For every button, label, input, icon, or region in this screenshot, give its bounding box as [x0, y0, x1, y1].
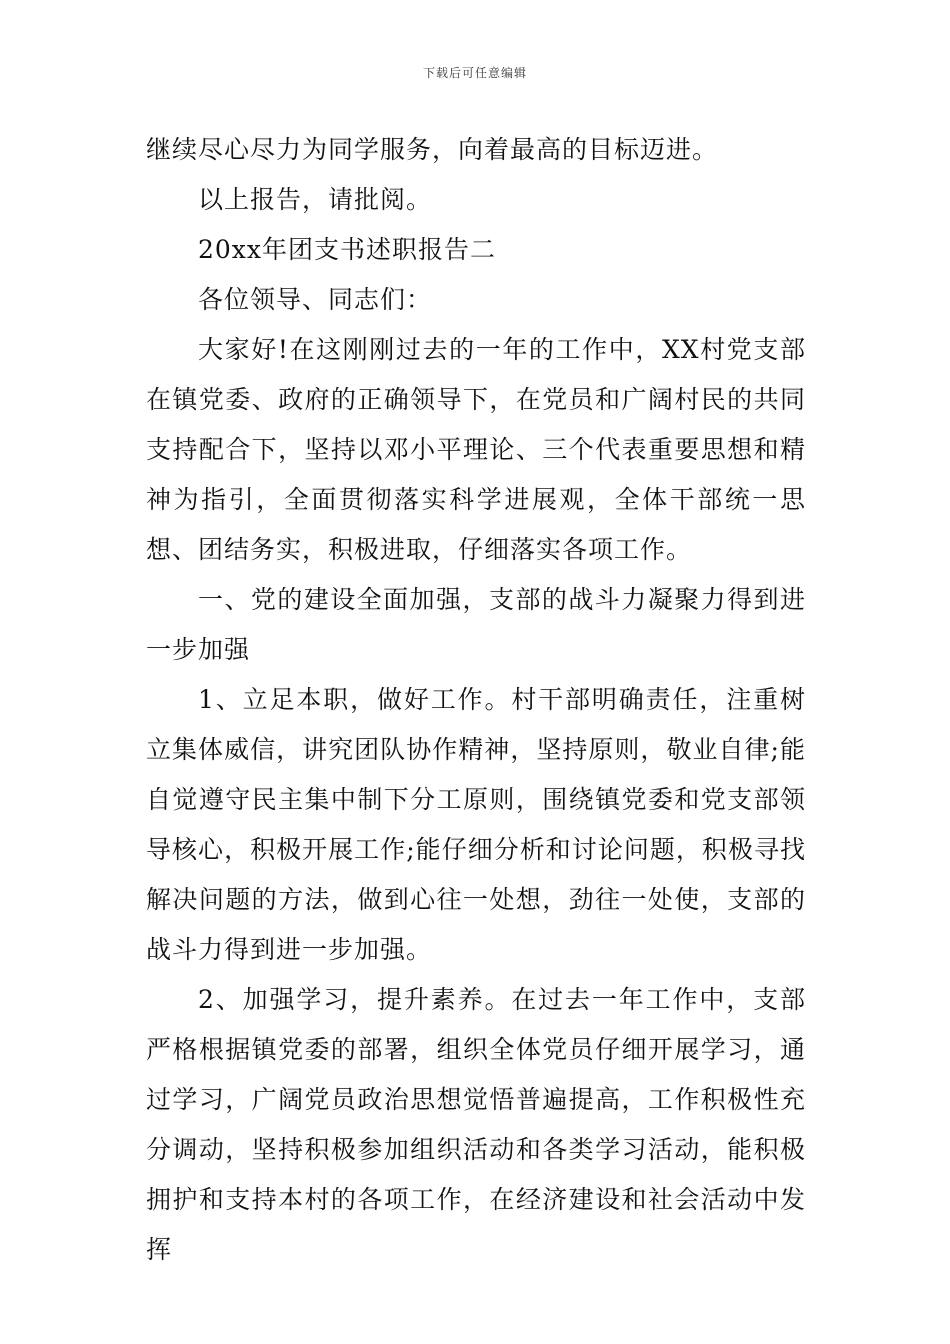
paragraph-intro: 大家好!在这刚刚过去的一年的工作中，XX村党支部在镇党委、政府的正确领导下，在党员和广阔村民的共同支持配合下，坚持以邓小平理论、三个代表重要思想和精神为指引，全面贯彻落实科学进展观，全体干部统一思想、团结务实，积极进取，仔细落实各项工作。: [146, 335, 806, 564]
paragraph-item-2: 2、加强学习，提升素养。在过去一年工作中，支部严格根据镇党委的部署，组织全体党员仔细开展学习，通过学习，广阔党员政治思想觉悟普遍提高，工作积极性充分调动，坚持积极参加组织活动和各类学习活动，能积极拥护和支持本村的各项工作，在经济建设和社会活动中发挥: [146, 985, 806, 1264]
section-heading-1: 一、党的建设全面加强，支部的战斗力凝聚力得到进一步加强: [146, 585, 806, 664]
salutation: 各位领导、同志们：: [198, 285, 433, 314]
paragraph-1: 继续尽心尽力为同学服务，向着最高的目标迈进。: [146, 135, 719, 164]
paragraph-closing: 以上报告，请批阅。: [198, 185, 433, 214]
paragraph-item-1: 1、立足本职，做好工作。村干部明确责任，注重树立集体威信，讲究团队协作精神，坚持原则，敬业自律;能自觉遵守民主集中制下分工原则，围绕镇党委和党支部领导核心，积极开展工作;能仔细分析和讨论问题，积极寻找解决问题的方法，做到心往一处想，劲往一处使，支部的战斗力得到进一步加强。: [146, 685, 806, 964]
report-title: 20xx年团支书述职报告二: [198, 235, 497, 264]
document-body: [146, 125, 806, 1275]
page-header: 下载后可任意编辑: [422, 66, 527, 80]
